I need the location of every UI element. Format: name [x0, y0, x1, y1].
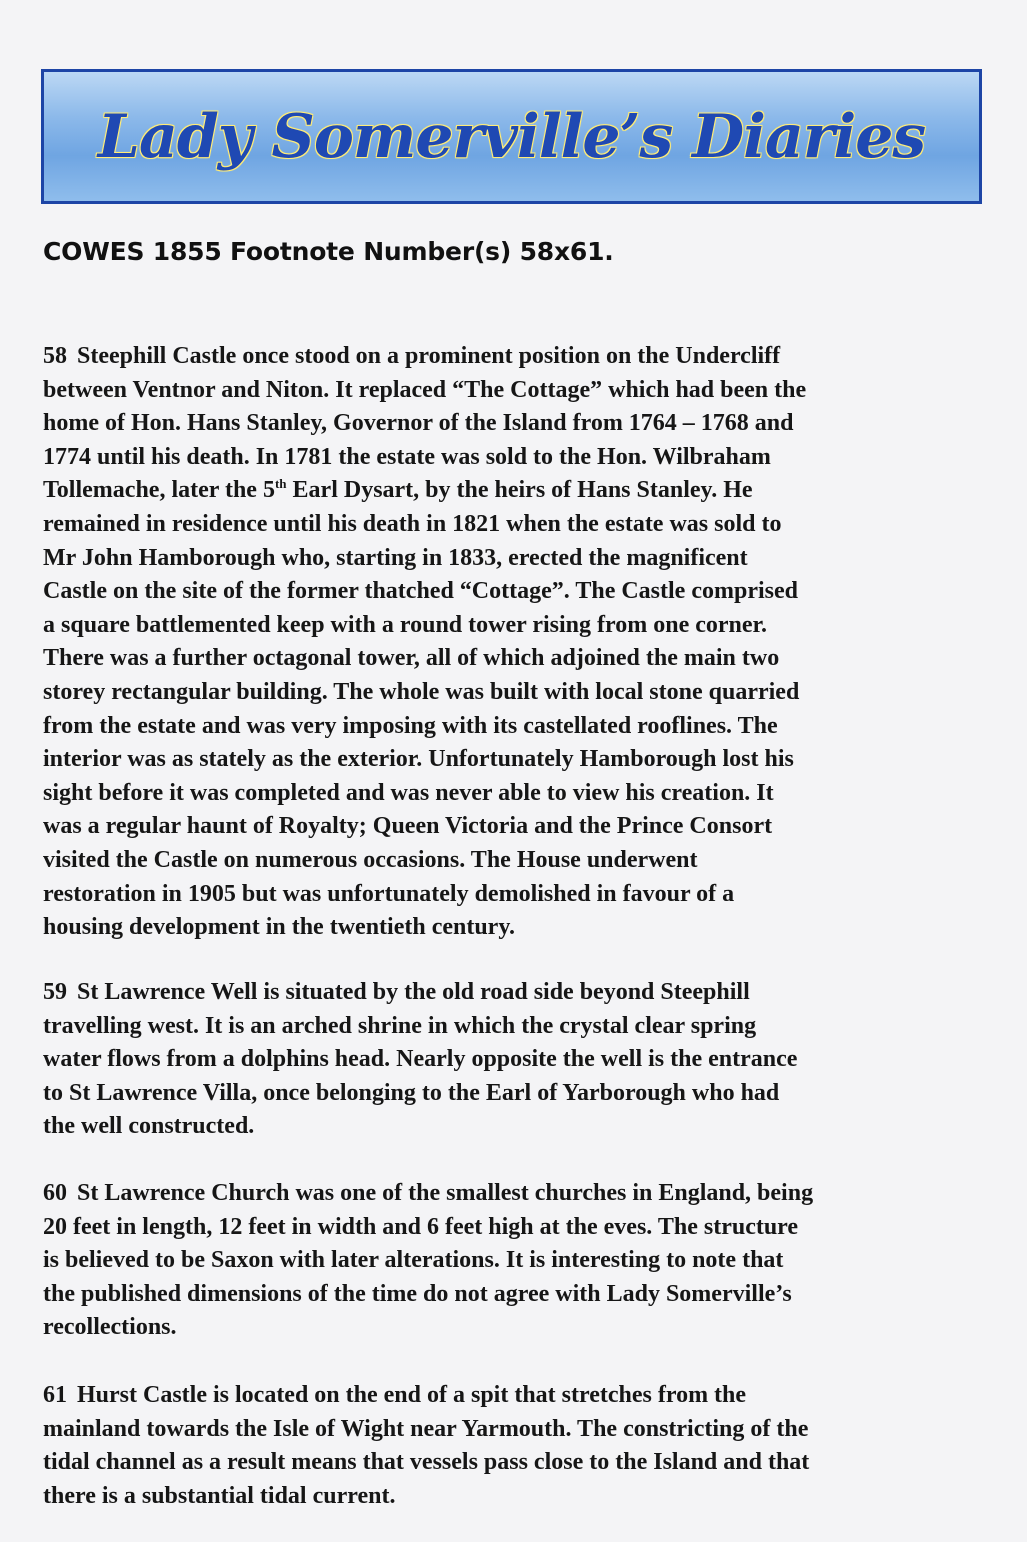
- footnote-line: 58 Steephill Castle once stood on a prominent position on the Undercliff: [43, 343, 781, 369]
- footnote-line: the well constructed.: [43, 1113, 255, 1140]
- ordinal-suffix: th: [274, 476, 287, 492]
- footnote-line: is believed to be Saxon with later alterations. It is interesting to note that: [43, 1247, 784, 1274]
- footnote-line: sight before it was completed and was never able to view his creation. It: [43, 779, 774, 806]
- footnote-number: 61: [43, 1382, 67, 1408]
- footnote-line: mainland towards the Isle of Wight near Yarmouth. The constricting of the: [43, 1415, 809, 1442]
- footnote-line: 61 Hurst Castle is located on the end of a spit that stretches from the: [43, 1382, 747, 1408]
- footnote-line: Mr John Hamborough who, starting in 1833, erected the magnificent: [43, 544, 748, 571]
- footnote-line: restoration in 1905 but was unfortunately demolished in favour of a: [43, 880, 735, 907]
- footnote-line: home of Hon. Hans Stanley, Governor of the Island from 1764 – 1768 and: [43, 410, 794, 437]
- footnote-number: 58: [43, 343, 67, 369]
- footnote-line: there is a substantial tidal current.: [43, 1482, 396, 1509]
- footnote-line: tidal channel as a result means that vessels pass close to the Island and that: [43, 1449, 810, 1476]
- title-banner: [41, 69, 982, 204]
- footnote-line: interior was as stately as the exterior. Unfortunately Hamborough lost his: [43, 746, 794, 773]
- footnote-line: housing development in the twentieth century.: [43, 914, 516, 941]
- footnote-line: the published dimensions of the time do not agree with Lady Somerville’s: [43, 1280, 792, 1307]
- footnote-line: to St Lawrence Villa, once belonging to the Earl of Yarborough who had: [43, 1079, 780, 1106]
- footnote-61: [43, 1379, 993, 1513]
- footnote-line: 60 St Lawrence Church was one of the smallest churches in England, being: [43, 1180, 814, 1206]
- document-heading: COWES 1855 Footnote Number(s) 58x61.: [43, 237, 614, 266]
- footnote-line: between Ventnor and Niton. It replaced “The Cottage” which had been the: [43, 376, 807, 403]
- footnote-line: remained in residence until his death in 1821 when the estate was sold to: [43, 510, 782, 537]
- footnote-59: [43, 976, 993, 1144]
- footnote-line: from the estate and was very imposing with its castellated rooflines. The: [43, 712, 778, 739]
- footnote-line: 20 feet in length, 12 feet in width and 6 feet high at the eves. The structure: [43, 1213, 799, 1240]
- footnote-number: 60: [43, 1180, 67, 1206]
- footnote-line: was a regular haunt of Royalty; Queen Victoria and the Prince Consort: [43, 813, 773, 840]
- footnote-line: 59 St Lawrence Well is situated by the old road side beyond Steephill: [43, 979, 750, 1005]
- footnote-60: [43, 1177, 993, 1345]
- footnote-line: recollections.: [43, 1314, 177, 1341]
- footnote-line: storey rectangular building. The whole was built with local stone quarried: [43, 678, 800, 705]
- footnote-number: 59: [43, 979, 67, 1005]
- footnote-line: a square battlemented keep with a round tower rising from one corner.: [43, 611, 767, 638]
- banner-title: Lady Somerville’s Diaries: [97, 101, 926, 172]
- footnote-line: water flows from a dolphins head. Nearly opposite the well is the entrance: [43, 1046, 798, 1073]
- footnote-line: Castle on the site of the former thatched “Cottage”. The Castle comprised: [43, 578, 798, 605]
- footnote-line: There was a further octagonal tower, all of which adjoined the main two: [43, 645, 780, 672]
- footnote-line: travelling west. It is an arched shrine in which the crystal clear spring: [43, 1012, 757, 1039]
- footnote-line: visited the Castle on numerous occasions. The House underwent: [43, 846, 698, 873]
- footnote-58: [43, 340, 993, 945]
- footnote-line: 1774 until his death. In 1781 the estate was sold to the Hon. Wilbraham: [43, 443, 771, 470]
- footnote-line: Tollemache, later the 5th Earl Dysart, by the heirs of Hans Stanley. He: [43, 476, 753, 504]
